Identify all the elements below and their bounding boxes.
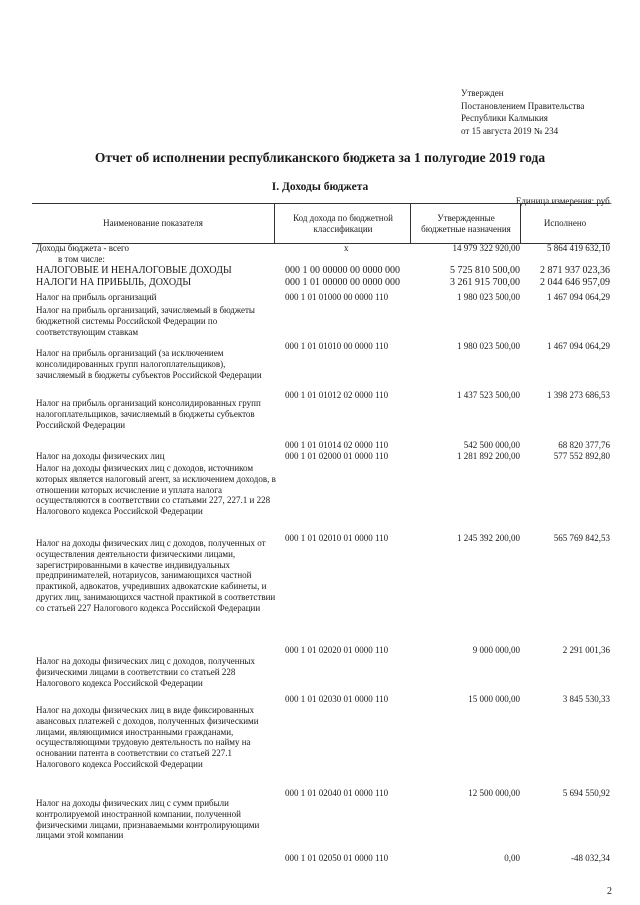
report-title: Отчет об исполнении республиканского бюджета за 1 полугодие 2019 года <box>94 150 546 165</box>
row-executed: 3 845 530,33 <box>562 694 610 704</box>
row-name: Налог на прибыль организаций <box>36 292 157 302</box>
row-name: НАЛОГИ НА ПРИБЫЛЬ, ДОХОДЫ <box>36 277 192 288</box>
row-executed: 2 871 937 023,36 <box>540 265 610 276</box>
row-code: 000 1 01 01010 00 0000 110 <box>285 341 389 351</box>
row-executed: 1 467 094 064,29 <box>547 292 610 302</box>
row-code: 000 1 01 00000 00 0000 000 <box>285 277 400 288</box>
row-approved: 9 000 000,00 <box>472 645 520 655</box>
row-approved: 542 500 000,00 <box>463 440 520 450</box>
row-code: 000 1 01 02000 01 0000 110 <box>285 451 389 461</box>
row-name: Налог на доходы физических лиц <box>36 451 165 461</box>
row-executed: 5 694 550,92 <box>562 788 610 798</box>
row-executed: 2 044 646 957,09 <box>540 277 610 288</box>
column-divider <box>410 204 411 243</box>
row-name: Налог на доходы физических лиц с доходов, источником которых является налоговый агент, за исключением доходов, в отношении которых исчисление и уплата налога осуществляются в соответствии со статьями 227, 227.1 и 228 Налогового кодекса Российской Федерации <box>36 463 276 517</box>
header-name: Наименование показателя <box>103 218 203 228</box>
row-name: в том числе: <box>58 254 105 264</box>
row-code: 000 1 01 02030 01 0000 110 <box>285 694 389 704</box>
approval-line: Республики Калмыкия <box>461 113 548 123</box>
approval-line: Утвержден <box>461 88 504 98</box>
unit-label: Единица измерения: руб. <box>515 196 612 206</box>
row-code: 000 1 01 02040 01 0000 110 <box>285 788 389 798</box>
row-executed: 577 552 892,80 <box>553 451 610 461</box>
row-name: Налог на доходы физических лиц с доходов, полученных физическими лицами в соответствии со статьей 228 Налогового кодекса Российской Федерации <box>36 656 255 688</box>
row-approved: 1 245 392 200,00 <box>457 533 520 543</box>
row-executed: 565 769 842,53 <box>553 533 610 543</box>
approval-line: Постановлением Правительства <box>461 100 585 111</box>
row-code: 000 1 01 02050 01 0000 110 <box>285 853 389 863</box>
table-header <box>32 203 610 244</box>
row-approved: 12 500 000,00 <box>468 788 520 798</box>
row-name: Налог на прибыль организаций консолидированных групп налогоплательщиков, зачисляемый в бюджеты субъектов Российской Федерации <box>36 398 261 430</box>
row-code: 000 1 01 01014 02 0000 110 <box>285 440 389 450</box>
row-approved: 1 281 892 200,00 <box>457 451 520 461</box>
row-name: Налог на доходы физических лиц с доходов, полученных от осуществления деятельности физическими лицами, зарегистрированными в качестве индивидуальных предпринимателей, нотариусов, занимающихся частной практикой, адвокатов, учредивших адвокатские кабинеты, и других лиц, занимающихся частной практикой в соответствии со статьей 227 Налогового кодекса Российской Федерации <box>36 538 276 613</box>
approval-block <box>461 87 584 137</box>
header-approved: Утвержденные бюджетные назначения <box>421 212 511 234</box>
row-approved: 1 437 523 500,00 <box>457 390 520 400</box>
row-executed: -48 032,34 <box>571 853 610 863</box>
row-code: 000 1 00 00000 00 0000 000 <box>285 265 400 276</box>
row-executed: 5 864 419 632,10 <box>547 243 610 253</box>
row-code: 000 1 01 01000 00 0000 110 <box>285 292 389 302</box>
row-executed: 68 820 377,76 <box>558 440 610 450</box>
approval-line: от 15 августа 2019 № 234 <box>461 125 559 136</box>
page-number: 2 <box>607 886 612 897</box>
column-divider <box>274 204 275 243</box>
row-executed: 2 291 001,36 <box>562 645 610 655</box>
section-heading: I. Доходы бюджета <box>271 181 369 193</box>
row-name: Налог на доходы физических лиц с сумм прибыли контролируемой иностранной компании, полученной физическими лицами, признаваемыми контролирующими лицами этой компании <box>36 798 260 841</box>
row-approved: 1 980 023 500,00 <box>457 341 520 351</box>
row-approved: 0,00 <box>504 853 520 863</box>
row-approved: 3 261 915 700,00 <box>450 277 520 288</box>
row-approved: 1 980 023 500,00 <box>457 292 520 302</box>
row-approved: 14 979 322 920,00 <box>452 243 520 253</box>
row-name: Налог на доходы физических лиц в виде фиксированных авансовых платежей с доходов, полученных физическими лицами, являющимися иностранными гражданами, осуществляющими трудовую деятельность по найму на основании патента в соответствии со статьей 227.1 Налогового кодекса Российской Федерации <box>36 705 259 769</box>
row-code: х <box>344 243 349 253</box>
row-code: 000 1 01 01012 02 0000 110 <box>285 390 389 400</box>
row-name: Налог на прибыль организаций (за исключением консолидированных групп налогоплательщиков), зачисляемый в бюджеты субъектов Российской Федерации <box>36 348 262 380</box>
row-executed: 1 398 273 686,53 <box>547 390 610 400</box>
header-executed: Исполнено <box>543 218 587 228</box>
header-code: Код дохода по бюджетной классификации <box>293 212 393 234</box>
row-approved: 15 000 000,00 <box>468 694 520 704</box>
row-approved: 5 725 810 500,00 <box>450 265 520 276</box>
row-name: Налог на прибыль организаций, зачисляемый в бюджеты бюджетной системы Российской Федерации по соответствующим ставкам <box>36 305 255 337</box>
row-code: 000 1 01 02020 01 0000 110 <box>285 645 389 655</box>
row-executed: 1 467 094 064,29 <box>547 341 610 351</box>
row-code: 000 1 01 02010 01 0000 110 <box>285 533 389 543</box>
row-name: НАЛОГОВЫЕ И НЕНАЛОГОВЫЕ ДОХОДЫ <box>36 265 232 276</box>
row-name: Доходы бюджета - всего <box>36 243 130 253</box>
